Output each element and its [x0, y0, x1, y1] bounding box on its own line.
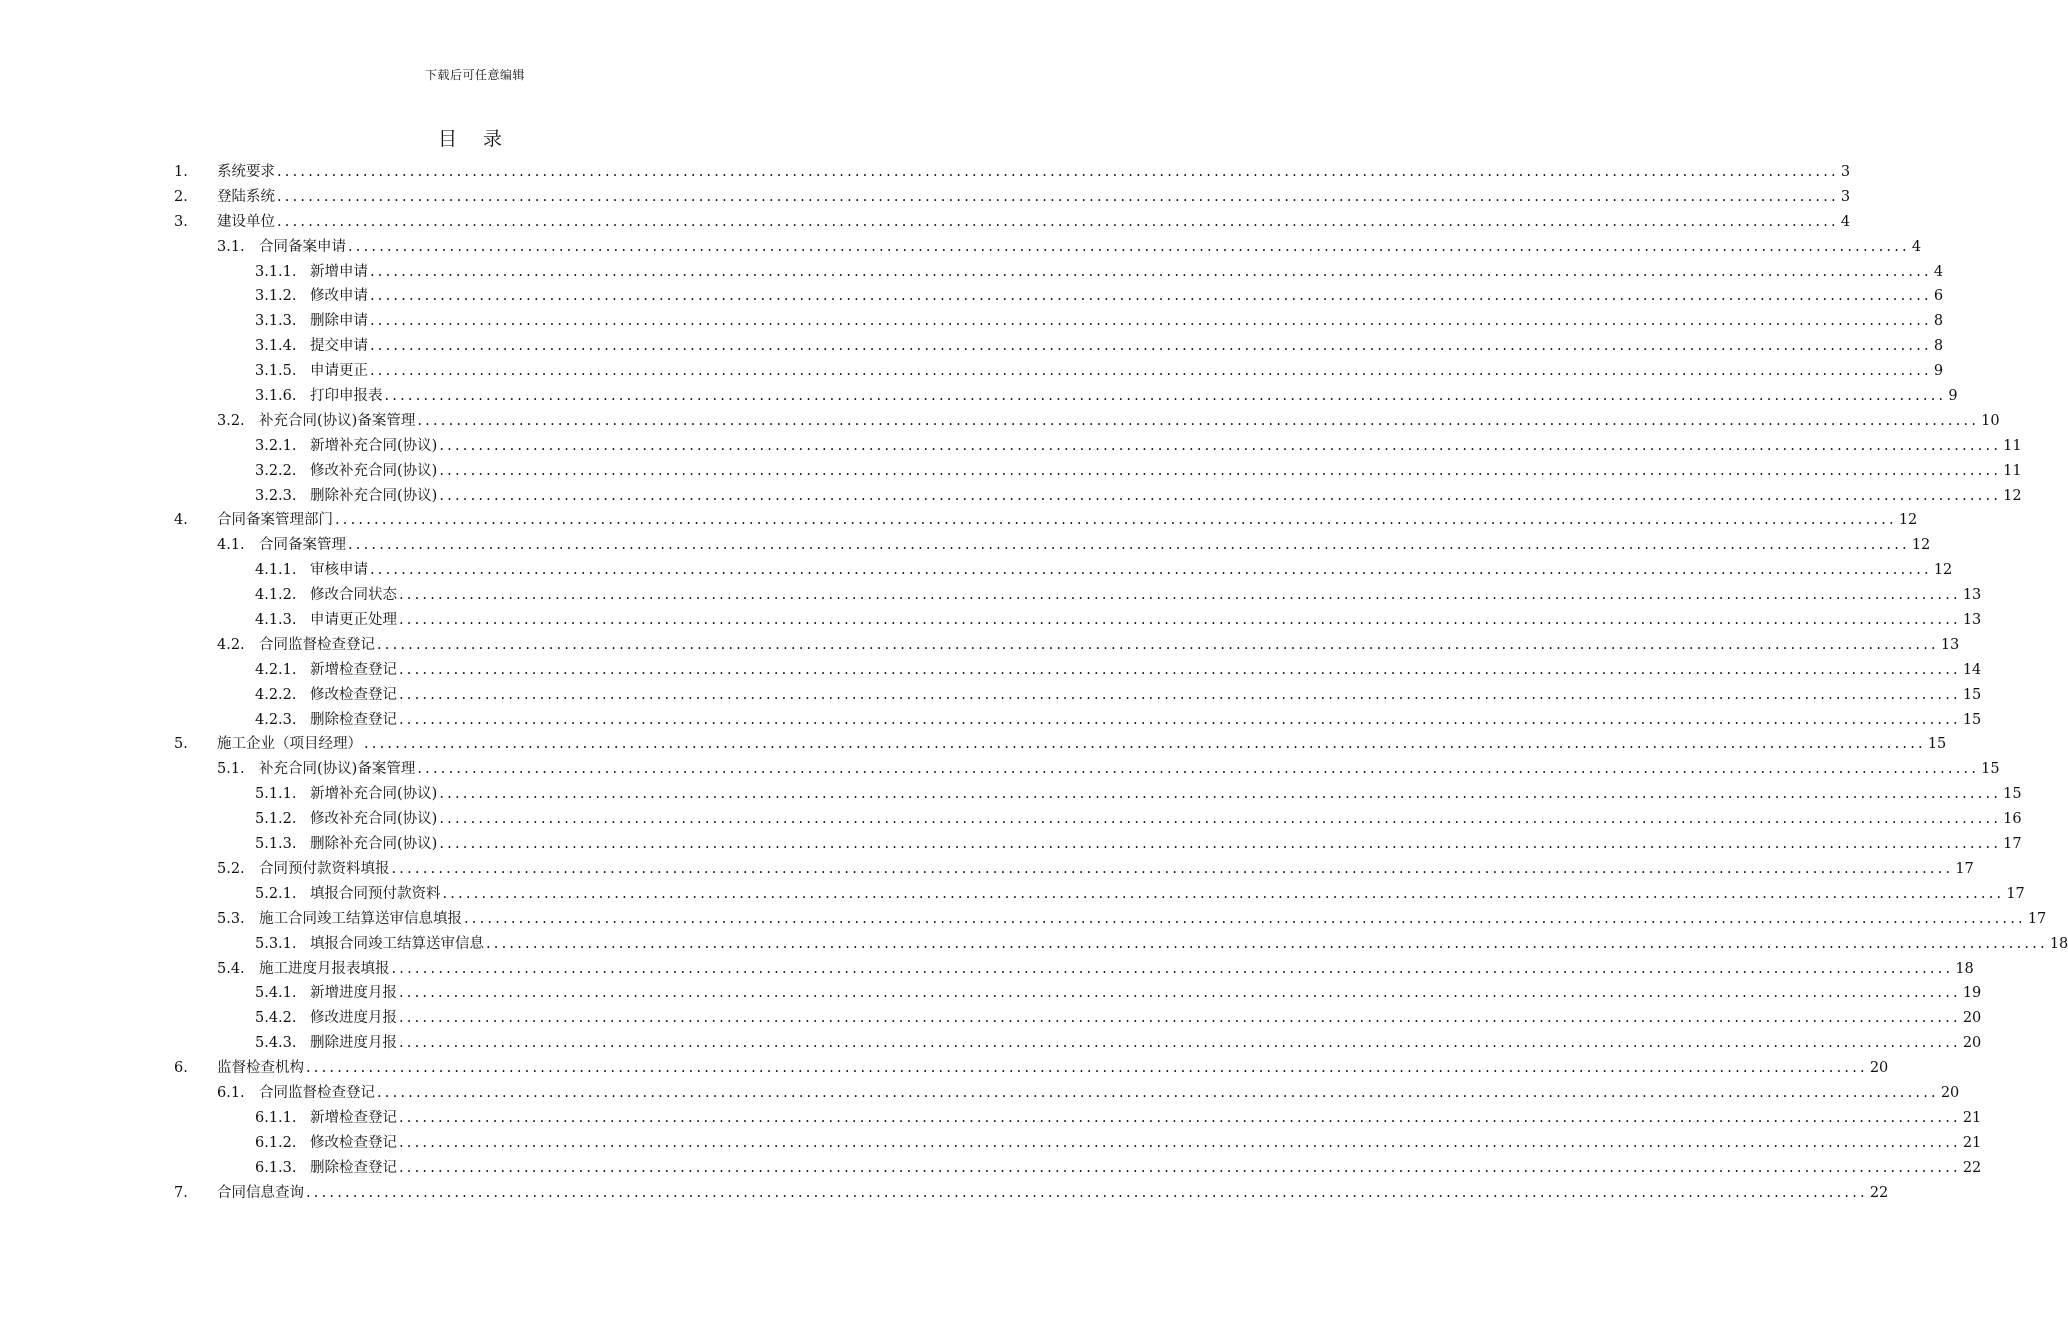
toc-entry-number: 4.1.3. [255, 612, 297, 629]
toc-dot-leader: ........................................................................................................................................................................................................ [399, 711, 1961, 728]
toc-entry-title: 填报合同竣工结算送审信息 [310, 935, 484, 952]
toc-entry-number: 5.1.1. [255, 786, 297, 803]
toc-entry[interactable] [0, 533, 1931, 558]
toc-entry-title: 修改检查登记 [310, 686, 397, 703]
toc-dot-leader: ........................................................................................................................................................................................................ [370, 263, 1932, 280]
toc-dot-leader: ........................................................................................................................................................................................................ [439, 437, 2002, 454]
toc-entry-page: 12 [1898, 512, 1918, 529]
toc-dot-leader: ........................................................................................................................................................................................................ [399, 1109, 1961, 1126]
toc-dot-leader: ........................................................................................................................................................................................................ [306, 1060, 1868, 1077]
toc-dot-leader: ........................................................................................................................................................................................................ [399, 661, 1961, 678]
toc-entry-title: 施工合同竣工结算送审信息填报 [259, 910, 462, 927]
toc-entry-number: 5.3.1. [255, 935, 297, 952]
toc-entry-number: 5.3. [217, 910, 245, 927]
toc-entry-page: 21 [1962, 1109, 1982, 1126]
toc-entry[interactable] [0, 732, 1947, 757]
toc-entry[interactable] [0, 583, 1982, 608]
toc-entry[interactable] [0, 309, 1944, 334]
toc-entry-number: 3.1.5. [255, 363, 297, 380]
toc-entry[interactable] [0, 658, 1982, 683]
toc-entry-number: 6.1.1. [255, 1109, 297, 1126]
toc-entry[interactable] [0, 459, 2022, 484]
toc-entry[interactable] [0, 981, 1982, 1006]
toc-entry-page: 15 [1927, 736, 1947, 753]
toc-entry-number: 3.2.1. [255, 437, 297, 454]
toc-entry-page: 16 [2003, 811, 2022, 828]
toc-entry-page: 17 [2003, 836, 2022, 853]
toc-entry-number: 4.1.1. [255, 562, 297, 579]
toc-entry-page: 13 [1940, 636, 1960, 653]
toc-entry-page: 3 [1840, 164, 1851, 180]
toc-entry[interactable] [0, 857, 1974, 882]
toc-entry[interactable] [0, 1156, 1982, 1181]
toc-entry-page: 20 [1940, 1084, 1960, 1101]
toc-entry[interactable] [0, 957, 1974, 982]
toc-entry-number: 4.2. [217, 636, 245, 653]
toc-entry-page: 18 [1955, 960, 1974, 977]
toc-entry-number: 5.4.2. [255, 1010, 297, 1027]
toc-dot-leader: ........................................................................................................................................................................................................ [399, 1035, 1961, 1052]
toc-dot-leader: ........................................................................................................................................................................................................ [335, 512, 1897, 529]
toc-entry-title: 打印申报表 [310, 388, 383, 405]
toc-entry-number: 3. [174, 213, 188, 230]
toc-entry-title: 修改补充合同(协议) [310, 811, 438, 828]
toc-entry[interactable] [0, 932, 2068, 957]
toc-entry-title: 申请更正处理 [310, 612, 397, 629]
toc-entry-number: 3.2. [217, 412, 245, 429]
toc-entry-page: 11 [2003, 462, 2022, 479]
toc-entry-page: 22 [1869, 1184, 1889, 1201]
toc-entry-number: 5.2.1. [255, 885, 297, 902]
toc-dot-leader: ........................................................................................................................................................................................................ [464, 910, 2026, 927]
toc-entry[interactable] [0, 807, 2022, 832]
toc-entry-number: 6.1.2. [255, 1134, 297, 1151]
toc-dot-leader: ........................................................................................................................................................................................................ [377, 636, 1939, 653]
toc-entry[interactable] [0, 558, 1953, 583]
toc-entry-title: 提交申请 [310, 338, 368, 355]
toc-entry-number: 7. [174, 1184, 188, 1201]
toc-entry-page: 12 [2003, 487, 2022, 504]
toc-entry-title: 修改检查登记 [310, 1134, 397, 1151]
toc-entry-title: 删除检查登记 [310, 1159, 397, 1176]
toc-entry-title: 合同备案申请 [259, 238, 346, 255]
toc-dot-leader: ........................................................................................................................................................................................................ [399, 985, 1961, 1002]
toc-entry-number: 5.2. [217, 860, 245, 877]
toc-entry[interactable] [0, 1006, 1982, 1031]
toc-entry[interactable] [0, 334, 1944, 359]
toc-entry-title: 新增进度月报 [310, 985, 397, 1002]
toc-dot-leader: ........................................................................................................................................................................................................ [391, 860, 1954, 877]
toc-entry[interactable] [0, 359, 1944, 384]
toc-entry-title: 登陆系统 [217, 188, 275, 205]
toc-dot-leader: ........................................................................................................................................................................................................ [439, 811, 2002, 828]
toc-entry-page: 8 [1933, 338, 1944, 355]
toc-dot-leader: ........................................................................................................................................................................................................ [348, 238, 1910, 255]
table-of-contents [0, 160, 2068, 1205]
header-note: 下载后可任意编辑 [424, 68, 525, 82]
toc-entry-page: 12 [1911, 537, 1931, 554]
toc-entry-title: 补充合同(协议)备案管理 [259, 412, 416, 429]
toc-dot-leader: ........................................................................................................................................................................................................ [486, 935, 2048, 952]
toc-entry-title: 删除检查登记 [310, 711, 397, 728]
toc-dot-leader: ........................................................................................................................................................................................................ [370, 338, 1932, 355]
toc-entry-number: 3.1.4. [255, 338, 297, 355]
toc-entry-title: 填报合同预付款资料 [310, 885, 441, 902]
toc-entry-number: 4.2.2. [255, 686, 297, 703]
toc-dot-leader: ........................................................................................................................................................................................................ [364, 736, 1926, 753]
toc-entry-page: 10 [1981, 412, 2000, 429]
toc-entry-title: 新增检查登记 [310, 661, 397, 678]
toc-entry-number: 4.1. [217, 537, 245, 554]
toc-entry[interactable] [0, 683, 1982, 708]
toc-entry-page: 12 [1933, 562, 1953, 579]
toc-entry-page: 13 [1962, 612, 1982, 629]
toc-entry-page: 9 [1933, 363, 1944, 380]
toc-dot-leader: ........................................................................................................................................................................................................ [417, 412, 1980, 429]
toc-entry-title: 合同预付款资料填报 [259, 860, 390, 877]
toc-entry[interactable] [0, 409, 2000, 434]
toc-dot-leader: ........................................................................................................................................................................................................ [417, 761, 1980, 778]
toc-entry-page: 11 [2003, 437, 2022, 454]
toc-entry-number: 6. [174, 1060, 188, 1077]
toc-dot-leader: ........................................................................................................................................................................................................ [442, 885, 2005, 902]
toc-entry-number: 3.1.6. [255, 388, 297, 405]
toc-entry-page: 22 [1962, 1159, 1982, 1176]
toc-entry-page: 15 [1981, 761, 2000, 778]
toc-dot-leader: ........................................................................................................................................................................................................ [399, 1010, 1961, 1027]
toc-entry[interactable] [0, 633, 1960, 658]
toc-entry-page: 20 [1962, 1010, 1982, 1027]
toc-entry[interactable] [0, 907, 2047, 932]
toc-entry-title: 建设单位 [217, 213, 275, 230]
toc-entry-page: 18 [2049, 935, 2068, 952]
toc-entry-page: 8 [1933, 313, 1944, 330]
toc-entry-number: 3.1.1. [255, 263, 297, 280]
toc-entry-title: 修改合同状态 [310, 587, 397, 604]
toc-entry-number: 5. [174, 736, 188, 753]
toc-dot-leader: ........................................................................................................................................................................................................ [277, 164, 1839, 180]
toc-entry[interactable] [0, 782, 2022, 807]
toc-entry-title: 申请更正 [310, 363, 368, 380]
toc-entry-title: 合同备案管理部门 [217, 512, 333, 529]
toc-entry[interactable] [0, 508, 1918, 533]
toc-dot-leader: ........................................................................................................................................................................................................ [370, 313, 1932, 330]
toc-entry-number: 2. [174, 188, 188, 205]
toc-entry-number: 4.2.1. [255, 661, 297, 678]
toc-entry-title: 删除补充合同(协议) [310, 836, 438, 853]
toc-entry[interactable] [0, 160, 1851, 185]
toc-entry-title: 监督检查机构 [217, 1060, 304, 1077]
toc-entry-number: 3.1.3. [255, 313, 297, 330]
toc-entry-number: 4.1.2. [255, 587, 297, 604]
toc-entry-page: 13 [1962, 587, 1982, 604]
toc-dot-leader: ........................................................................................................................................................................................................ [348, 537, 1910, 554]
toc-dot-leader: ........................................................................................................................................................................................................ [370, 562, 1932, 579]
toc-entry-page: 3 [1840, 188, 1851, 205]
toc-dot-leader: ........................................................................................................................................................................................................ [399, 686, 1961, 703]
toc-entry-page: 4 [1840, 213, 1851, 230]
toc-entry[interactable] [0, 1031, 1982, 1056]
toc-entry-number: 5.4.3. [255, 1035, 297, 1052]
toc-entry-title: 新增检查登记 [310, 1109, 397, 1126]
toc-entry[interactable] [0, 210, 1851, 235]
toc-entry[interactable] [0, 1131, 1982, 1156]
toc-entry-title: 合同信息查询 [217, 1184, 304, 1201]
toc-entry-page: 6 [1933, 288, 1944, 305]
toc-entry-number: 5.4.1. [255, 985, 297, 1002]
toc-entry-page: 4 [1933, 263, 1944, 280]
toc-dot-leader: ........................................................................................................................................................................................................ [391, 960, 1954, 977]
toc-entry[interactable] [0, 708, 1982, 733]
toc-entry[interactable] [0, 757, 2000, 782]
toc-entry-title: 系统要求 [217, 164, 275, 180]
toc-entry[interactable] [0, 260, 1944, 285]
toc-dot-leader: ........................................................................................................................................................................................................ [399, 612, 1961, 629]
toc-entry-title: 删除补充合同(协议) [310, 487, 438, 504]
toc-dot-leader: ........................................................................................................................................................................................................ [439, 462, 2002, 479]
toc-dot-leader: ........................................................................................................................................................................................................ [370, 363, 1932, 380]
toc-entry-title: 新增补充合同(协议) [310, 437, 438, 454]
toc-entry-title: 施工进度月报表填报 [259, 960, 390, 977]
toc-dot-leader: ........................................................................................................................................................................................................ [377, 1084, 1939, 1101]
toc-entry-title: 修改申请 [310, 288, 368, 305]
toc-dot-leader: ........................................................................................................................................................................................................ [439, 786, 2002, 803]
toc-dot-leader: ........................................................................................................................................................................................................ [277, 188, 1839, 205]
toc-entry-number: 4.2.3. [255, 711, 297, 728]
toc-entry-number: 5.1.3. [255, 836, 297, 853]
toc-entry-page: 17 [2027, 910, 2047, 927]
toc-entry-page: 17 [2006, 885, 2025, 902]
toc-entry-page: 21 [1962, 1134, 1982, 1151]
toc-entry[interactable] [0, 832, 2022, 857]
toc-dot-leader: ........................................................................................................................................................................................................ [399, 1134, 1961, 1151]
toc-entry-number: 5.4. [217, 960, 245, 977]
toc-entry-title: 施工企业（项目经理） [217, 736, 362, 753]
toc-entry-number: 3.2.2. [255, 462, 297, 479]
toc-entry-page: 14 [1962, 661, 1982, 678]
toc-dot-leader: ........................................................................................................................................................................................................ [384, 388, 1947, 405]
toc-entry-number: 6.1. [217, 1084, 245, 1101]
toc-entry[interactable] [0, 434, 2022, 459]
toc-entry-number: 3.1. [217, 238, 245, 255]
toc-entry[interactable] [0, 1106, 1982, 1131]
toc-entry[interactable] [0, 1081, 1960, 1106]
toc-entry[interactable] [0, 284, 1944, 309]
toc-entry-page: 19 [1962, 985, 1982, 1002]
toc-entry-title: 合同监督检查登记 [259, 636, 375, 653]
toc-dot-leader: ........................................................................................................................................................................................................ [439, 836, 2002, 853]
toc-entry[interactable] [0, 882, 2025, 907]
toc-dot-leader: ........................................................................................................................................................................................................ [370, 288, 1932, 305]
toc-dot-leader: ........................................................................................................................................................................................................ [277, 213, 1839, 230]
toc-entry-title: 删除进度月报 [310, 1035, 397, 1052]
toc-entry-title: 新增补充合同(协议) [310, 786, 438, 803]
toc-entry-page: 20 [1962, 1035, 1982, 1052]
toc-entry[interactable] [0, 235, 1922, 260]
toc-entry-page: 4 [1911, 238, 1922, 255]
toc-entry-title: 合同备案管理 [259, 537, 346, 554]
toc-dot-leader: ........................................................................................................................................................................................................ [306, 1184, 1868, 1201]
toc-entry-number: 5.1.2. [255, 811, 297, 828]
toc-entry-page: 15 [1962, 711, 1982, 728]
toc-entry-title: 修改进度月报 [310, 1010, 397, 1027]
toc-entry[interactable] [0, 484, 2022, 509]
toc-entry-title: 删除申请 [310, 313, 368, 330]
toc-entry[interactable] [0, 384, 1958, 409]
toc-dot-leader: ........................................................................................................................................................................................................ [399, 587, 1961, 604]
toc-entry-number: 3.1.2. [255, 288, 297, 305]
toc-entry-number: 1. [174, 164, 188, 180]
toc-entry-page: 15 [2003, 786, 2022, 803]
toc-entry-number: 5.1. [217, 761, 245, 778]
toc-entry-number: 3.2.3. [255, 487, 297, 504]
toc-entry-number: 6.1.3. [255, 1159, 297, 1176]
toc-entry-title: 合同监督检查登记 [259, 1084, 375, 1101]
toc-entry[interactable] [0, 185, 1851, 210]
toc-entry-page: 15 [1962, 686, 1982, 703]
toc-dot-leader: ........................................................................................................................................................................................................ [439, 487, 2002, 504]
toc-entry[interactable] [0, 1056, 1889, 1081]
toc-entry-title: 补充合同(协议)备案管理 [259, 761, 416, 778]
toc-entry-title: 修改补充合同(协议) [310, 462, 438, 479]
toc-entry-page: 17 [1955, 860, 1974, 877]
toc-title: 目 录 [437, 128, 513, 150]
toc-dot-leader: ........................................................................................................................................................................................................ [399, 1159, 1961, 1176]
toc-entry-title: 新增申请 [310, 263, 368, 280]
toc-entry-page: 20 [1869, 1060, 1889, 1077]
toc-entry[interactable] [0, 1181, 1889, 1206]
toc-entry-page: 9 [1948, 388, 1958, 405]
toc-entry-number: 4. [174, 512, 188, 529]
toc-entry-title: 审核申请 [310, 562, 368, 579]
toc-entry[interactable] [0, 608, 1982, 633]
